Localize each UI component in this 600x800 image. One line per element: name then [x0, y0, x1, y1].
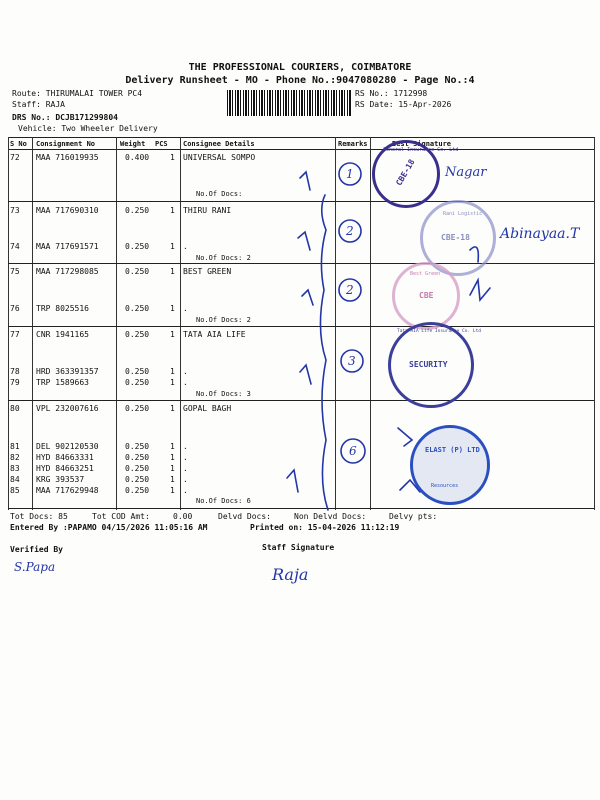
- count-digit: 6: [349, 444, 357, 458]
- pcs: 1: [170, 486, 175, 495]
- consignee: .: [183, 242, 188, 251]
- consignee: .: [183, 453, 188, 462]
- col-consignee: Consignee Details: [183, 140, 255, 148]
- sno: 84: [10, 475, 20, 484]
- consignee: .: [183, 378, 188, 387]
- count-digit: 2: [346, 224, 354, 238]
- pcs: 1: [170, 404, 175, 413]
- weight: 0.250: [125, 404, 150, 413]
- consignment-no: HYD 84663331: [36, 453, 94, 462]
- consignment-no: DEL 902120530: [36, 442, 99, 451]
- consignment-no: VPL 232007616: [36, 404, 99, 413]
- sno: 74: [10, 242, 20, 251]
- consignment-no: MAA 717629948: [36, 486, 99, 495]
- count-digit: 1: [346, 167, 354, 181]
- stamp-text: ELAST (P) LTD: [425, 446, 480, 454]
- stamp-ring-text: Best Green: [410, 271, 441, 277]
- stamp-ring-text: Rani Logistic: [443, 211, 483, 217]
- weight: 0.250: [125, 242, 150, 251]
- staff-signature-label: Staff Signature: [262, 543, 335, 552]
- stamp-text: CBE-18: [441, 233, 470, 242]
- weight: 0.250: [125, 330, 150, 339]
- consignment-no: HRD 363391357: [36, 367, 99, 376]
- consignee: TATA AIA LIFE: [183, 330, 246, 339]
- delivered-docs: Delvd Docs:: [218, 512, 271, 521]
- company-stamp: [372, 140, 459, 208]
- stamp-text: SECURITY: [409, 360, 448, 369]
- tick-mark: [298, 232, 310, 250]
- tick-mark: [287, 470, 298, 492]
- consignment-no: CNR 1941165: [36, 330, 89, 339]
- consignee: .: [183, 475, 188, 484]
- stamp-ring-text: General Insurance Co. Ltd: [383, 147, 459, 153]
- signature: Abinayaa.T: [500, 226, 580, 242]
- pcs: 1: [170, 304, 175, 313]
- company-title: THE PROFESSIONAL COURIERS, COIMBATORE: [188, 62, 412, 73]
- sno: 85: [10, 486, 20, 495]
- consignment-no: MAA 716019935: [36, 153, 99, 162]
- sno: 72: [10, 153, 20, 162]
- printed-on: Printed on: 15-04-2026 11:12:19: [250, 523, 400, 532]
- no-of-docs: No.Of Docs: 2: [196, 316, 251, 324]
- pcs: 1: [170, 464, 175, 473]
- total-cod-label: Tot COD Amt:: [92, 512, 150, 521]
- consignee: THIRU RANI: [183, 206, 232, 215]
- col-signature: Best Signature: [392, 140, 452, 148]
- route-label: Route: THIRUMALAI TOWER PC4: [12, 89, 143, 98]
- rs-date: RS Date: 15-Apr-2026: [355, 100, 452, 109]
- staff-handwritten-signature: Raja: [272, 565, 309, 584]
- pcs: 1: [170, 442, 175, 451]
- verified-by-label: Verified By: [10, 545, 63, 554]
- stamp-ring-text: Tata AIA Life Insurance Co. Ltd: [397, 329, 481, 334]
- no-of-docs: No.Of Docs:: [196, 190, 243, 198]
- stamp-ring-text: Resources: [431, 483, 459, 489]
- weight: 0.250: [125, 378, 150, 387]
- consignee: UNIVERSAL SOMPO: [183, 153, 256, 162]
- vehicle-label: Vehicle: Two Wheeler Delivery: [18, 124, 158, 133]
- company-stamp: [392, 262, 460, 330]
- stamp-text: CBE-18: [394, 157, 417, 188]
- consignee: .: [183, 464, 188, 473]
- tick-mark: [300, 365, 311, 384]
- no-of-docs: No.Of Docs: 3: [196, 390, 251, 398]
- no-of-docs: No.Of Docs: 6: [196, 497, 251, 505]
- count-digit: 3: [348, 354, 356, 368]
- non-delivered-docs: Non Delvd Docs:: [294, 512, 367, 521]
- sno: 80: [10, 404, 20, 413]
- drs-number: DRS No.: DCJB171299804: [12, 113, 118, 122]
- weight: 0.250: [125, 475, 150, 484]
- pcs: 1: [170, 153, 175, 162]
- col-consignment: Consignment No: [36, 140, 96, 148]
- sno: 79: [10, 378, 20, 387]
- consignee: .: [183, 304, 188, 313]
- consignee: .: [183, 367, 188, 376]
- sno: 77: [10, 330, 20, 339]
- sno: 81: [10, 442, 20, 451]
- consignee: .: [183, 486, 188, 495]
- staff-label: Staff: RAJA: [12, 100, 65, 109]
- consignment-no: MAA 717298085: [36, 267, 99, 276]
- sno: 78: [10, 367, 20, 376]
- weight: 0.250: [125, 304, 150, 313]
- total-docs: Tot Docs: 85: [10, 512, 68, 521]
- stamp-text: CBE: [419, 291, 434, 300]
- company-stamp: [388, 322, 481, 408]
- weight: 0.250: [125, 486, 150, 495]
- verifier-signature: S.Papa: [14, 560, 56, 574]
- weight: 0.250: [125, 453, 150, 462]
- weight: 0.250: [125, 206, 150, 215]
- consignment-no: MAA 717690310: [36, 206, 99, 215]
- consignment-no: KRG 393537: [36, 475, 85, 484]
- col-sno: S No: [10, 140, 27, 148]
- consignee: .: [183, 442, 188, 451]
- count-digit: 2: [346, 283, 354, 297]
- pcs: 1: [170, 267, 175, 276]
- tick-mark: [300, 172, 310, 190]
- runsheet-title: Delivery Runsheet - MO - Phone No.:9047080280 - Page No.:4: [125, 75, 475, 86]
- company-stamp: [410, 425, 490, 505]
- weight: 0.250: [125, 267, 150, 276]
- sno: 82: [10, 453, 20, 462]
- consignee: GOPAL BAGH: [183, 404, 232, 413]
- scribble: [470, 280, 490, 300]
- consignee: BEST GREEN: [183, 267, 232, 276]
- consignment-no: TRP 8025516: [36, 304, 89, 313]
- weight: 0.250: [125, 367, 150, 376]
- delivery-points: Delvy pts:: [389, 512, 438, 521]
- total-cod-amount: 0.00: [173, 512, 193, 521]
- pcs: 1: [170, 330, 175, 339]
- pcs: 1: [170, 378, 175, 387]
- pcs: 1: [170, 453, 175, 462]
- signature: Nagar: [445, 165, 487, 180]
- pcs: 1: [170, 475, 175, 484]
- pcs: 1: [170, 242, 175, 251]
- consignment-no: MAA 717691571: [36, 242, 99, 251]
- col-remarks: Remarks: [338, 140, 368, 148]
- weight: 0.250: [125, 464, 150, 473]
- pcs: 1: [170, 206, 175, 215]
- consignment-no: TRP 1589663: [36, 378, 89, 387]
- entered-by: Entered By :PAPAMO 04/15/2026 11:05:16 AM: [10, 523, 208, 532]
- weight: 0.250: [125, 442, 150, 451]
- sno: 83: [10, 464, 20, 473]
- tick-mark: [302, 290, 313, 305]
- sno: 73: [10, 206, 20, 215]
- rs-number: RS No.: 1712998: [355, 89, 428, 98]
- weight: 0.400: [125, 153, 150, 162]
- sno: 76: [10, 304, 20, 313]
- col-weight: Weight: [120, 140, 146, 148]
- col-pcs: PCS: [155, 140, 168, 148]
- no-of-docs: No.Of Docs: 2: [196, 254, 251, 262]
- bracket-stroke: [320, 195, 328, 510]
- consignment-no: HYD 84663251: [36, 464, 94, 473]
- sno: 75: [10, 267, 20, 276]
- pcs: 1: [170, 367, 175, 376]
